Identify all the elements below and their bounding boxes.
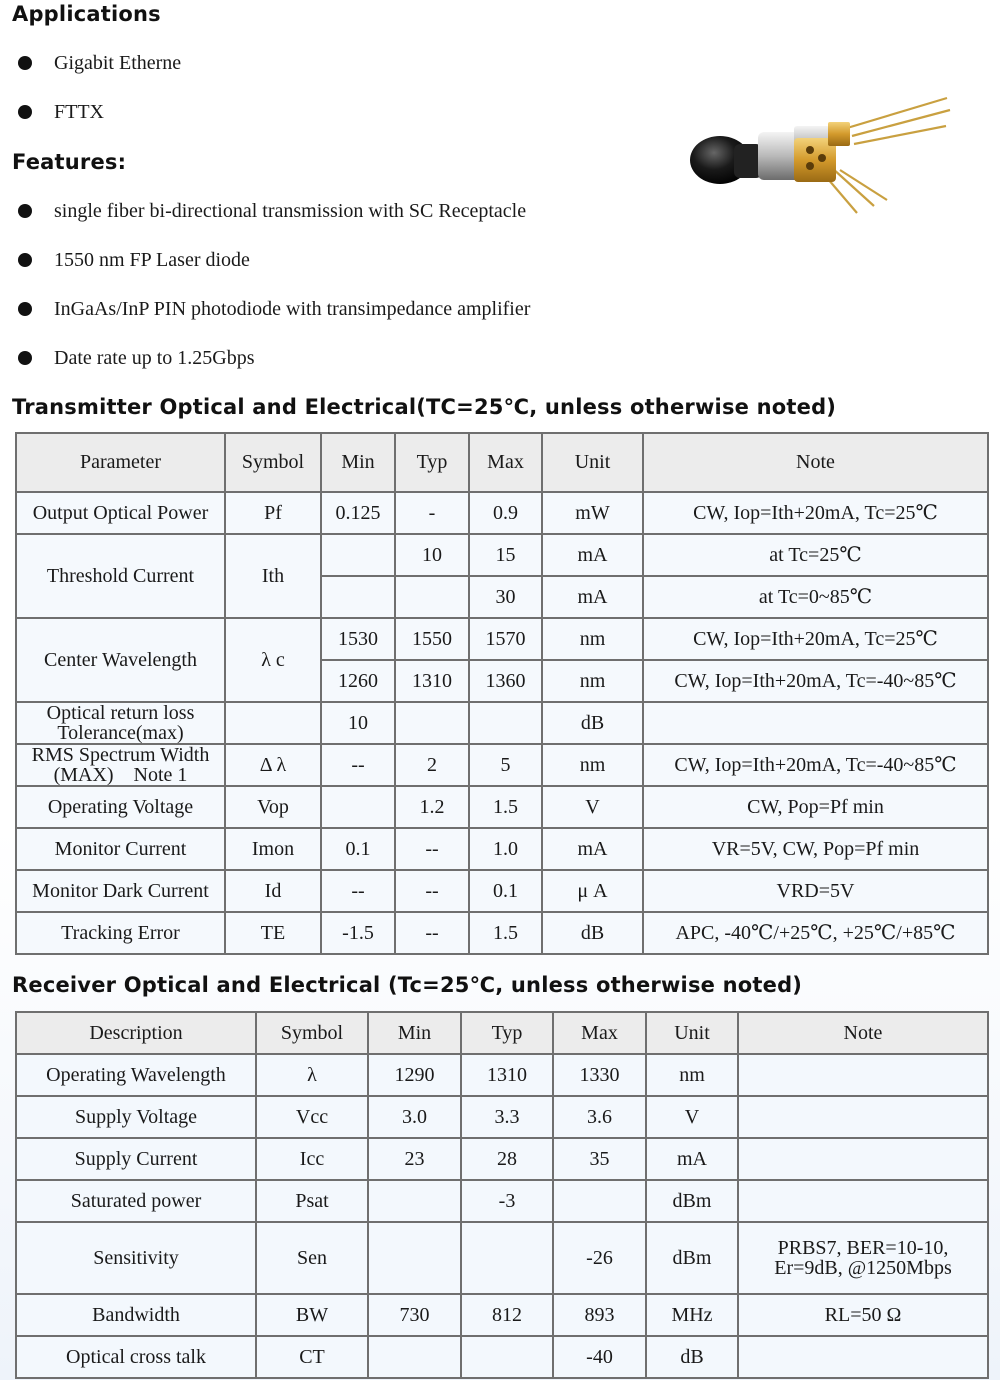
table-cell: -3 [461,1180,553,1222]
table-cell: 3.0 [368,1096,461,1138]
table-cell: -26 [553,1222,646,1294]
table-cell: -- [321,744,395,786]
table-cell: 1.5 [469,786,542,828]
column-header: Parameter [16,433,225,492]
table-cell: Sen [256,1222,368,1294]
table-cell: nm [646,1054,738,1096]
application-item [18,99,104,125]
table-cell [738,1180,988,1222]
table-cell: PRBS7, BER=10-10, Er=9dB, @1250Mbps [738,1222,988,1294]
table-cell: Psat [256,1180,368,1222]
table-cell: CW, Iop=Ith+20mA, Tc=-40~85℃ [643,744,988,786]
table-cell: APC, -40℃/+25℃, +25℃/+85℃ [643,912,988,954]
column-header: Min [321,433,395,492]
table-cell: 1290 [368,1054,461,1096]
table-cell: TE [225,912,321,954]
table-cell: 1330 [553,1054,646,1096]
table-cell: mA [542,828,643,870]
table-cell: dB [646,1336,738,1378]
table-cell: Monitor Dark Current [16,870,225,912]
table-cell: Δ λ [225,744,321,786]
receiver-heading: Receiver Optical and Electrical (Tc=25℃, unless otherwise noted) [12,973,803,997]
column-header: Note [643,433,988,492]
table-cell: Center Wavelength [16,618,225,702]
table-cell [738,1054,988,1096]
table-row [16,744,988,786]
table-cell: -40 [553,1336,646,1378]
table-cell [461,1222,553,1294]
table-cell [225,702,321,744]
applications-heading: Applications [12,2,161,26]
table-cell: Pf [225,492,321,534]
table-cell: at Tc=25℃ [643,534,988,576]
table-cell [461,1336,553,1378]
product-image [682,88,962,218]
feature-text: 1550 nm FP Laser diode [54,248,250,271]
receiver-table [15,1011,989,1379]
application-text: Gigabit Etherne [54,51,182,74]
table-cell: 28 [461,1138,553,1180]
table-cell: nm [542,744,643,786]
features-heading: Features: [12,150,127,174]
table-row [16,1180,988,1222]
table-cell: λ [256,1054,368,1096]
table-cell: - [395,492,469,534]
table-cell: Monitor Current [16,828,225,870]
bullet-icon [18,253,32,267]
table-row [16,1138,988,1180]
table-cell: Id [225,870,321,912]
table-cell [368,1180,461,1222]
table-row [16,534,988,576]
application-item [18,50,181,76]
table-row [16,1222,988,1294]
table-header-row [16,1012,988,1054]
table-cell: CT [256,1336,368,1378]
table-cell: 1260 [321,660,395,702]
table-row [16,618,988,660]
table-cell: 1360 [469,660,542,702]
table-row [16,828,988,870]
table-cell: 23 [368,1138,461,1180]
column-header: Max [553,1012,646,1054]
feature-text: single fiber bi-directional transmission with SC Receptacle [54,199,527,222]
feature-item [18,247,250,273]
table-row [16,1294,988,1336]
table-cell: 1550 [395,618,469,660]
feature-item [18,296,530,322]
table-row [16,912,988,954]
table-cell: 30 [469,576,542,618]
feature-item [18,345,255,371]
table-cell: Tracking Error [16,912,225,954]
column-header: Min [368,1012,461,1054]
table-cell: Imon [225,828,321,870]
table-cell: Threshold Current [16,534,225,618]
column-header: Symbol [225,433,321,492]
table-cell: mA [646,1138,738,1180]
bullet-icon [18,302,32,316]
table-header-row [16,433,988,492]
table-cell: 2 [395,744,469,786]
table-cell [553,1180,646,1222]
table-cell: CW, Iop=Ith+20mA, Tc=25℃ [643,492,988,534]
feature-item [18,198,526,224]
table-cell [738,1096,988,1138]
application-text: FTTX [54,100,104,123]
table-cell: 0.125 [321,492,395,534]
table-row [16,786,988,828]
table-cell: λ c [225,618,321,702]
table-cell: MHz [646,1294,738,1336]
table-row [16,1336,988,1378]
bullet-icon [18,204,32,218]
table-cell [643,702,988,744]
column-header: Symbol [256,1012,368,1054]
table-cell: 893 [553,1294,646,1336]
table-cell: 3.3 [461,1096,553,1138]
table-cell: 10 [321,702,395,744]
table-cell: Ith [225,534,321,618]
table-cell: Supply Voltage [16,1096,256,1138]
bullet-icon [18,105,32,119]
table-row [16,1096,988,1138]
table-cell [395,576,469,618]
table-cell: -1.5 [321,912,395,954]
table-cell: V [542,786,643,828]
table-row [16,1054,988,1096]
table-cell: mA [542,534,643,576]
table-cell [395,702,469,744]
table-cell: 730 [368,1294,461,1336]
table-cell: 1310 [461,1054,553,1096]
table-cell: CW, Iop=Ith+20mA, Tc=-40~85℃ [643,660,988,702]
table-cell: CW, Iop=Ith+20mA, Tc=25℃ [643,618,988,660]
bullet-icon [18,56,32,70]
table-cell: mW [542,492,643,534]
bullet-icon [18,351,32,365]
table-cell: Optical cross talk [16,1336,256,1378]
table-cell: 1.0 [469,828,542,870]
column-header: Typ [395,433,469,492]
column-header: Description [16,1012,256,1054]
table-cell: dB [542,912,643,954]
table-cell [321,576,395,618]
table-cell: Saturated power [16,1180,256,1222]
table-cell: -- [321,870,395,912]
table-cell [738,1138,988,1180]
table-cell: VRD=5V [643,870,988,912]
table-row [16,492,988,534]
table-cell: RL=50 Ω [738,1294,988,1336]
table-cell: Optical return loss Tolerance(max) [16,702,225,744]
table-cell: 1.5 [469,912,542,954]
column-header: Unit [542,433,643,492]
table-cell: Operating Wavelength [16,1054,256,1096]
table-cell: 3.6 [553,1096,646,1138]
table-cell: -- [395,870,469,912]
feature-text: Date rate up to 1.25Gbps [54,346,255,369]
table-cell: Output Optical Power [16,492,225,534]
column-header: Max [469,433,542,492]
table-cell: 35 [553,1138,646,1180]
table-cell [321,786,395,828]
table-row [16,870,988,912]
table-cell [738,1336,988,1378]
table-cell: Icc [256,1138,368,1180]
table-cell: dBm [646,1222,738,1294]
transmitter-heading: Transmitter Optical and Electrical(TC=25℃, unless otherwise noted) [12,395,837,419]
table-cell: Vop [225,786,321,828]
table-cell: 5 [469,744,542,786]
table-cell: 0.1 [469,870,542,912]
table-cell: nm [542,660,643,702]
table-cell [469,702,542,744]
table-cell: Vcc [256,1096,368,1138]
table-cell: nm [542,618,643,660]
table-cell: BW [256,1294,368,1336]
column-header: Note [738,1012,988,1054]
feature-text: InGaAs/InP PIN photodiode with transimpedance amplifier [54,297,531,320]
table-cell: 10 [395,534,469,576]
table-cell: 1.2 [395,786,469,828]
column-header: Unit [646,1012,738,1054]
table-cell: 1310 [395,660,469,702]
table-cell: 15 [469,534,542,576]
table-cell: 812 [461,1294,553,1336]
table-cell: Supply Current [16,1138,256,1180]
table-row [16,702,988,744]
table-cell: RMS Spectrum Width (MAX) Note 1 [16,744,225,786]
table-cell: Operating Voltage [16,786,225,828]
table-cell: dB [542,702,643,744]
table-cell [368,1336,461,1378]
table-cell: Bandwidth [16,1294,256,1336]
table-cell [368,1222,461,1294]
transmitter-table [15,432,989,955]
table-cell: V [646,1096,738,1138]
table-cell: 1570 [469,618,542,660]
table-cell: 1530 [321,618,395,660]
table-cell: dBm [646,1180,738,1222]
table-cell: mA [542,576,643,618]
table-cell: Sensitivity [16,1222,256,1294]
table-cell: VR=5V, CW, Pop=Pf min [643,828,988,870]
table-cell: -- [395,912,469,954]
column-header: Typ [461,1012,553,1054]
table-cell: 0.1 [321,828,395,870]
table-cell: -- [395,828,469,870]
table-cell [321,534,395,576]
table-cell: 0.9 [469,492,542,534]
table-cell: at Tc=0~85℃ [643,576,988,618]
table-cell: CW, Pop=Pf min [643,786,988,828]
table-cell: μ A [542,870,643,912]
